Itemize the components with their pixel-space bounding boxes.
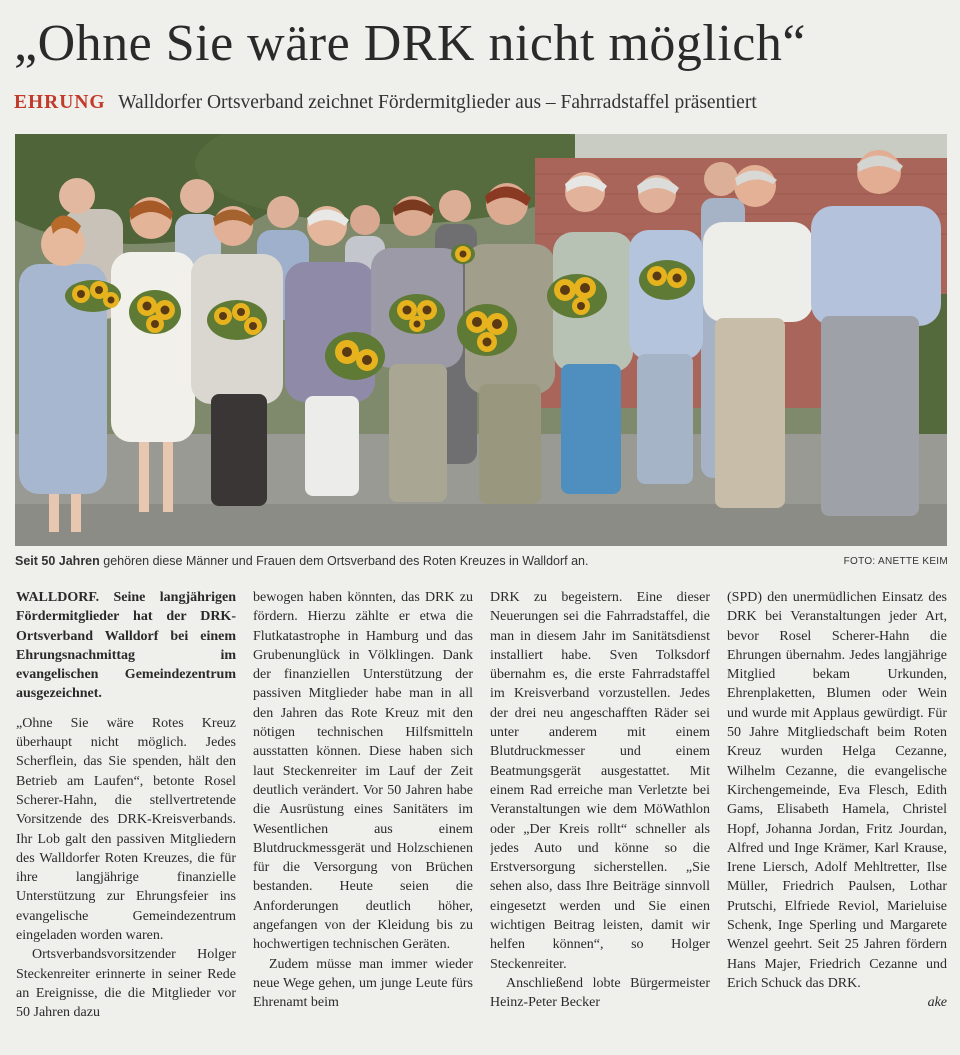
photo-caption (15, 551, 947, 571)
caption-lead: Seit 50 Jahren (15, 554, 100, 568)
text-column-4 (727, 588, 947, 1050)
kicker: EHRUNG (14, 92, 106, 113)
headline: „Ohne Sie wäre DRK nicht möglich“ (14, 15, 806, 72)
subheadline: Walldorfer Ortsverband zeichnet Fördermitglieder aus – Fahrradstaffel präsentiert (118, 92, 757, 113)
photo-credit: FOTO: ANETTE KEIM (843, 556, 948, 567)
paragraph: Ortsverbandsvorsitzender Holger Steckenreiter erinnerte in seiner Rede an Ereignisse, die die Mitglieder vor 50 Jahren dazu (16, 947, 236, 1021)
subheadline-line (14, 89, 944, 117)
author-initials: ake (927, 995, 947, 1011)
paragraph: bewogen haben könnten, das DRK zu fördern. Hierzu zählte er etwa die Flutkatastrophe in Hamburg und das Grubenunglück in Völklingen. Dank der finanziellen Unterstützung der passiven Mitglieder habe man in all den Jahren das Rote Kreuz mit den nötigen technischen Hilfsmitteln ausstatten können. Diese haben sich laut Steckenreiter im Lauf der Zeit deutlich verändert. Vor 50 Jahren habe die Ausrüstung eines Sanitäters im Wesentlichen aus einem Blutdruckmessgerät und Holzschienen für die Versorgung von Brüchen bestanden. Heute seien die Anforderungen deutlich höher, angefangen von der Kleidung bis zu hochwertigen technischen Geräten. (253, 590, 473, 953)
text-column-3 (490, 588, 710, 1050)
text-column-2 (253, 588, 473, 1050)
paragraph: „Ohne Sie wäre Rotes Kreuz überhaupt nicht möglich. Jedes Scherflein, das Sie spenden, hält den Betrieb am Laufen“, betonte Rosel Scherer-Hahn, die stellvertretende Vorsitzende des DRK-Kreisverbands. Ihr Lob galt den passiven Mitgliedern des Walldorfer Roten Kreuzes, die für ihre langjährige finanzielle Unterstützung zur Ehrungsfeier ins evangelische Gemeindezentrum eingeladen worden waren. (16, 715, 236, 944)
caption-text: gehören diese Männer und Frauen dem Ortsverband des Roten Kreuzes in Walldorf an. (103, 554, 589, 568)
text-column-1 (16, 588, 236, 1050)
paragraph: DRK zu begeistern. Eine dieser Neuerungen sei die Fahrradstaffel, die man in diesem Jahr im Sanitätsdienst installiert habe. Sven Tolksdorf übernahm es, die erste Fahrradstaffel im Kreisverband vorzustellen. Jedes der drei neu angeschafften Räder sei unter anderem mit einem Blutdruckmesser und einem Beatmungsgerät ausgestattet. Mit einem Rad erreiche man Verletzte bei Veranstaltungen wie dem MöWathlon oder „Der Kreis rollt“ schneller als jedes Auto und könne so die Erstversorgung sicherstellen. „Sie sehen also, dass Ihre Beiträge sinnvoll eingesetzt werden und Sie einen wichtigen Beitrag leisten, damit wir helfen können“, so Holger Steckenreiter. (490, 590, 710, 972)
group-photo (15, 134, 947, 546)
paragraph: (SPD) den unermüdlichen Einsatz des DRK bei Veranstaltungen jeder Art, bevor Rosel Scherer-Hahn die Ehrungen übernahm. Jedes langjährige Mitglied bekam Urkunden, Ehrenplaketten, Blumen oder Wein und wurde mit Applaus gewürdigt. Für 50 Jahre Mitgliedschaft beim Roten Kreuz wurden Helga Cezanne, Wilhelm Cezanne, die evangelische Kirchengemeinde, Eva Flesch, Edith Gams, Elisabeth Hamela, Christel Hopf, Johanna Jordan, Fritz Jourdan, Alfred und Inge Krämer, Karl Krause, Irene Liersch, Adolf Mehltretter, Ilse Müller, Friedrich Paulsen, Lothar Prutschi, Elfriede Reviol, Marieluise Schenk, Inge Sperling und Margarete Wenzel geehrt. Seit 25 Jahren fördern Hans Majer, Friedrich Cezanne und Erich Schuck das DRK. (727, 590, 947, 991)
paragraph: Zudem müsse man immer wieder neue Wege gehen, um junge Leute fürs Ehrenamt beim (253, 956, 473, 1011)
article-intro: WALLDORF. Seine langjährigen Fördermitglieder hat der DRK-Ortsverband Walldorf bei einem Ehrungsnachmittag im evangelischen Gemeindezentrum ausgezeichnet. (16, 590, 236, 702)
paragraph: Anschließend lobte Bürgermeister Heinz-Peter Becker (490, 975, 710, 1011)
